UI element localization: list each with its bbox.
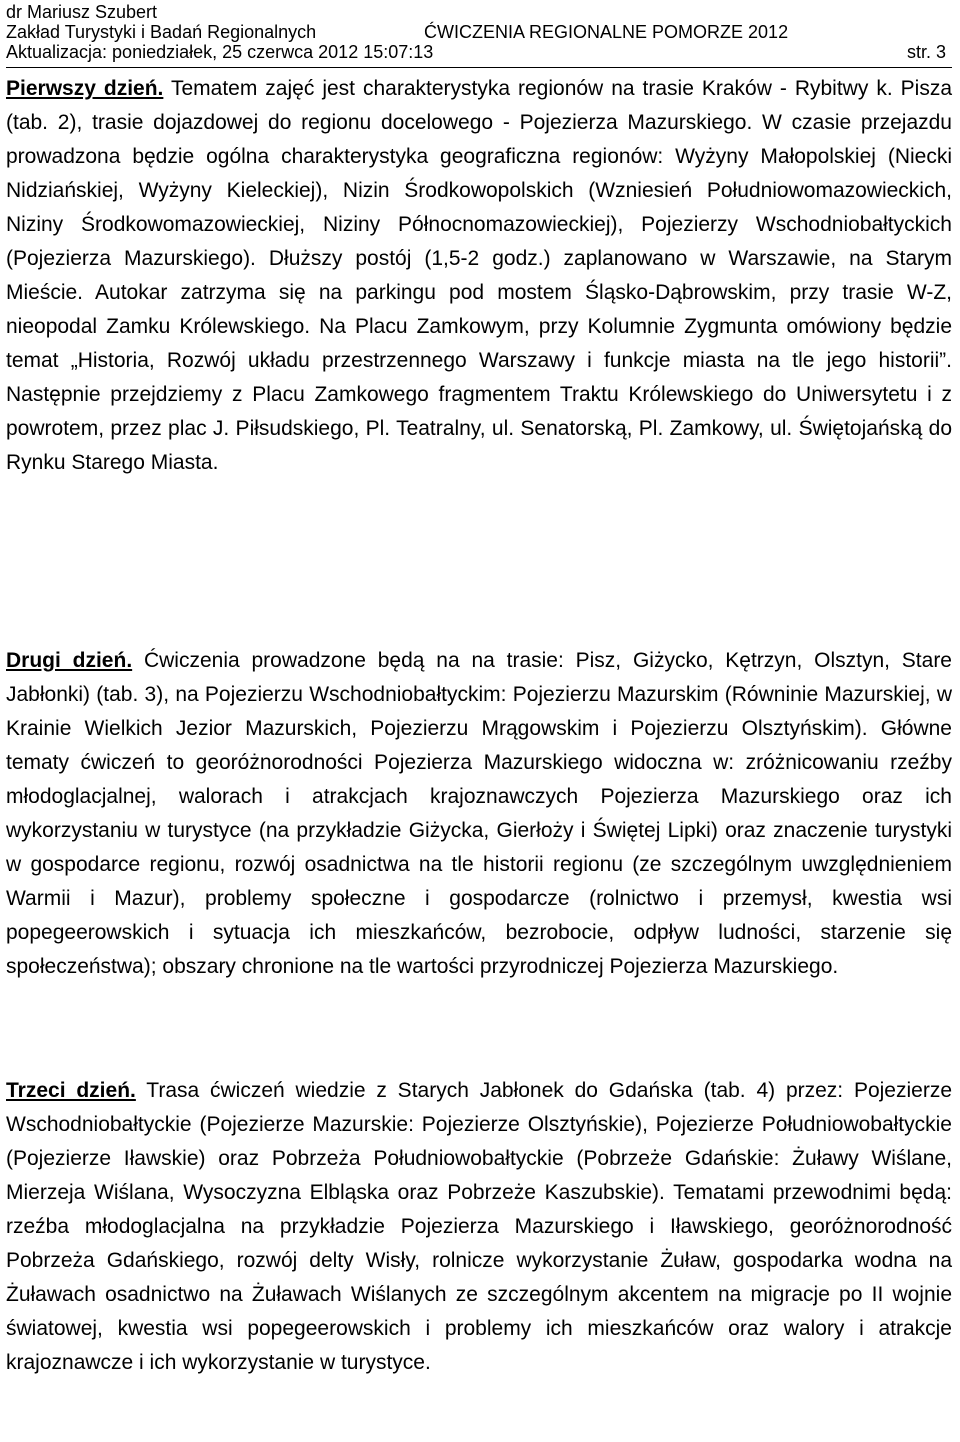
header-page-number: str. 3 (906, 42, 946, 62)
day-two-paragraph (6, 644, 952, 984)
day-one-paragraph (6, 72, 952, 480)
header-department: Zakład Turystyki i Badań Regionalnych (6, 22, 317, 42)
page-header (6, 0, 952, 66)
day-two-heading: Drugi dzień. (6, 649, 133, 672)
day-two-section (6, 644, 952, 984)
day-one-heading: Pierwszy dzień. (6, 77, 164, 100)
day-one-text: Tematem zajęć jest charakterystyka regionów na trasie Kraków - Rybitwy k. Pisza (tab. 2), trasie dojazdowej do regionu docelowego - Pojezierza Mazurskiego. W czasie przejazdu prowadzona będzie ogólna charakterystyka geograficzna regionów: Wyżyny Małopolskiej (Niecki Nidziańskiej, Wyżyny Kieleckiej), Nizin Środkowopolskich (Wzniesień Południowomazowieckich, Niziny Środkowomazowieckiej, Niziny Północnomazowieckiej), Pojezierzy Wschodniobałtyckich (Pojezierza Mazurskiego). Dłuższy postój (1,5-2 godz.) zaplanowano w Warszawie, na Starym Mieście. Autokar zatrzyma się na parkingu pod mostem Śląsko-Dąbrowskim, przy trasie W-Z, nieopodal Zamku Królewskiego. Na Placu Zamkowym, przy Kolumnie Zygmunta omówiony będzie temat „Historia, Rozwój układu przestrzennego Warszawy i funkcje miasta na tle jego historii”. Następnie przejdziemy z Placu Zamkowego fragmentem Traktu Królewskiego do Uniwersytetu i z powrotem, przez plac J. Piłsudskiego, Pl. Teatralny, ul. Senatorską, Pl. Zamkowy, ul. Świętojańską do Rynku Starego Miasta. (6, 77, 952, 474)
header-updated: Aktualizacja: poniedziałek, 25 czerwca 2012 15:07:13 (6, 42, 434, 62)
day-three-heading: Trzeci dzień. (6, 1079, 136, 1102)
day-three-section (6, 1074, 952, 1380)
header-course-title: ĆWICZENIA REGIONALNE POMORZE 2012 (424, 22, 789, 42)
day-three-text: Trasa ćwiczeń wiedzie z Starych Jabłonek do Gdańska (tab. 4) przez: Pojezierze Wschodniobałtyckie (Pojezierze Mazurskie: Pojezierze Olsztyńskie), Pojezierze Południowobałtyckie (Pojezierze Iławskie) oraz Pobrzeża Południowobałtyckie (Pobrzeże Gdańskie: Żuławy Wiślane, Mierzeja Wiślana, Wysoczyzna Elbląska oraz Pobrzeże Kaszubskie). Tematami przewodnimi będą: rzeźba młodoglacjalna na przykładzie Pojezierza Mazurskiego i Iławskiego, georóżnorodność Pobrzeża Gdańskiego, rozwój delty Wisły, rolnicze wykorzystanie Żuław, gospodarka wodna na Żuławach osadnictwo na Żuławach Wiślanych ze szczególnym akcentem na migracje po II wojnie światowej, kwestia wsi popegeerowskich i problemy ich mieszkańców oraz walory i atrakcje krajoznawcze i ich wykorzystanie w turystyce. (6, 1079, 952, 1374)
day-three-paragraph (6, 1074, 952, 1380)
day-one-section (6, 72, 952, 480)
day-two-text: Ćwiczenia prowadzone będą na na trasie: Pisz, Giżycko, Kętrzyn, Olsztyn, Stare Jabłonki) (tab. 3), na Pojezierzu Wschodniobałtyckim: Pojezierzu Mazurskim (Równinie Mazurskiej, w Krainie Wielkich Jezior Mazurskich, Pojezierzu Mrągowskim i Pojezierzu Olsztyńskim). Główne tematy ćwiczeń to georóżnorodności Pojezierza Mazurskiego widoczna w: zróżnicowaniu rzeźby młodoglacjalnej, walorach i atrakcjach krajoznawczych Pojezierza Mazurskiego oraz ich wykorzystaniu w turystyce (na przykładzie Giżycka, Gierłoży i Świętej Lipki) oraz znaczenie turystyki w gospodarce regionu, rozwój osadnictwa na tle historii regionu (ze szczególnym uwzględnieniem Warmii i Mazur), problemy społeczne i gospodarcze (rolnictwo i przemysł, kwestia wsi popegeerowskich i sytuacja ich mieszkańców, bezrobocie, odpływ ludności, starzenie się społeczeństwa); obszary chronione na tle wartości przyrodniczej Pojezierza Mazurskiego. (6, 649, 952, 978)
header-divider (6, 67, 952, 68)
header-author: dr Mariusz Szubert (6, 2, 158, 22)
